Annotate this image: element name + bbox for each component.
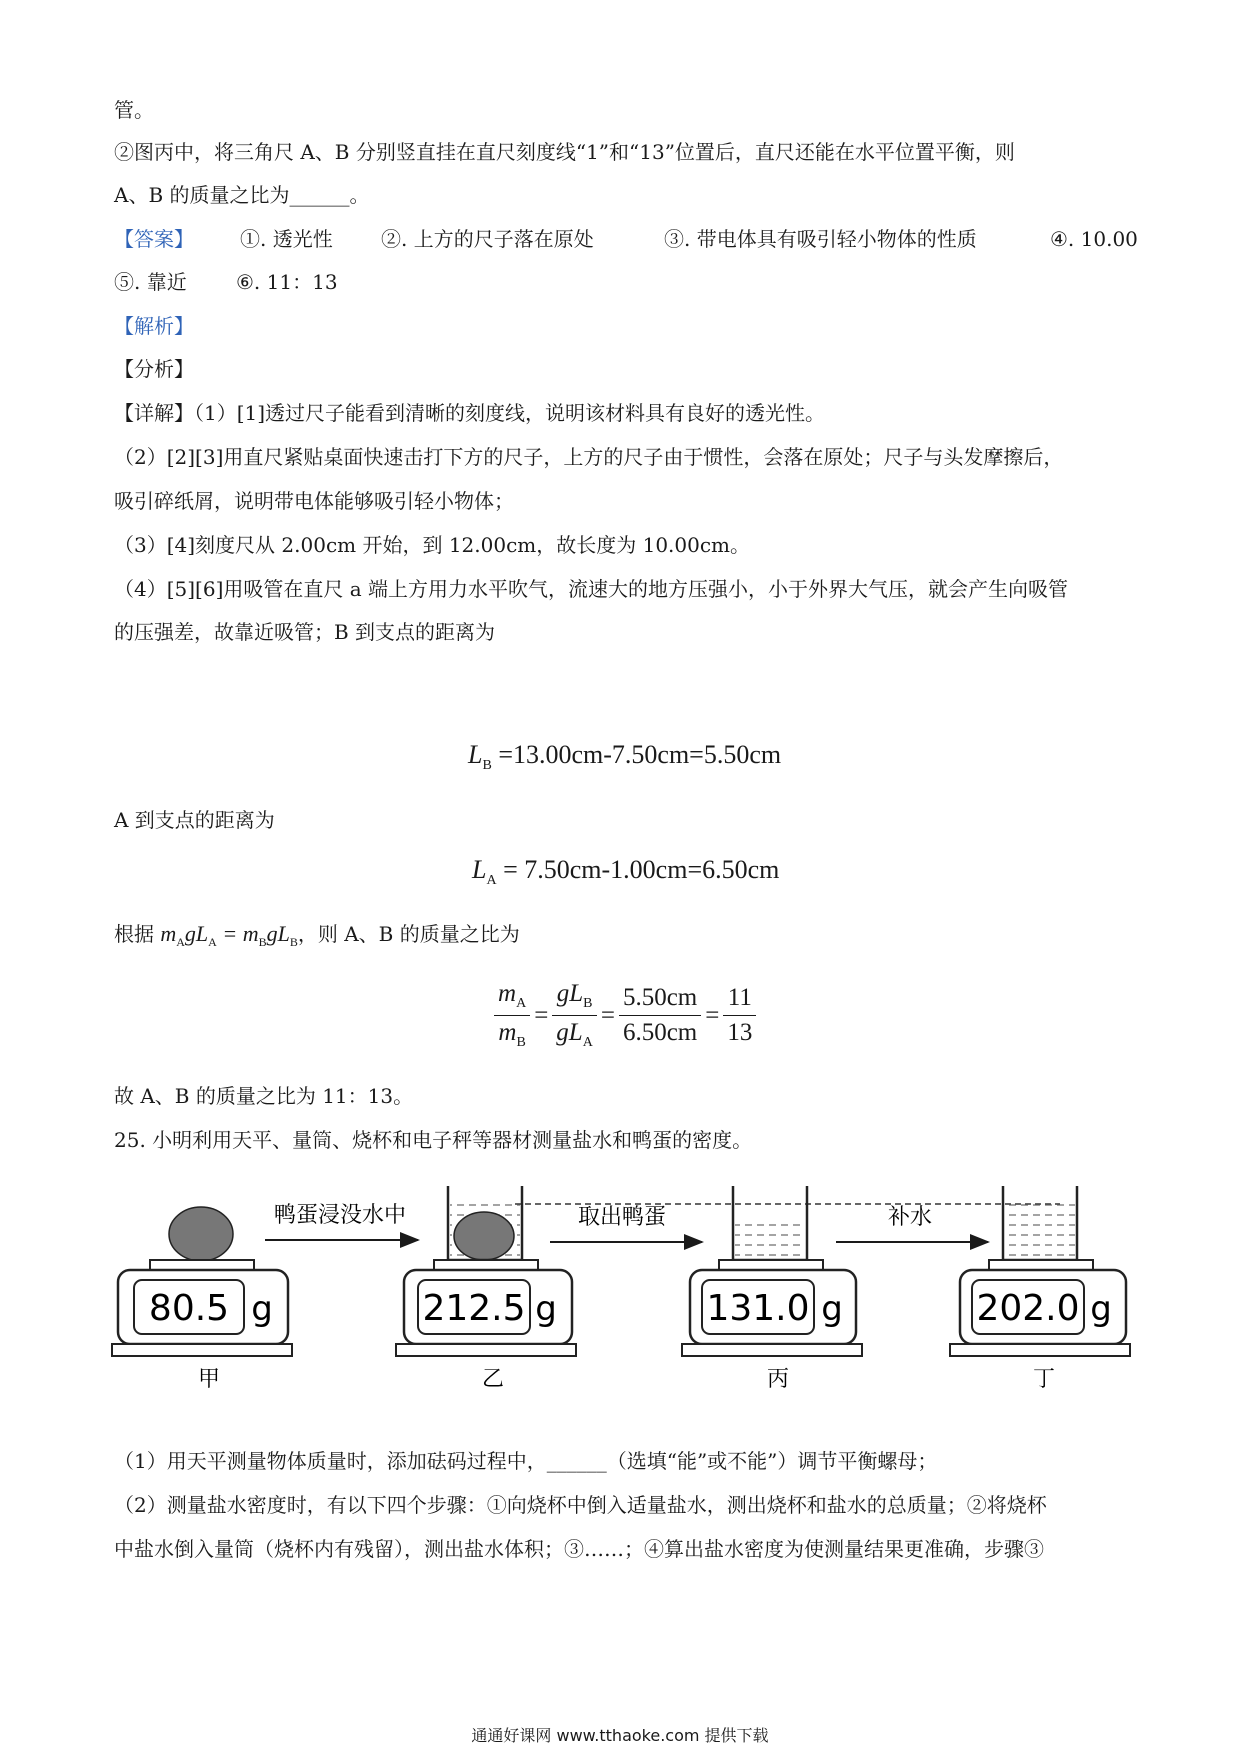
scale-reading: 202.0 (976, 1288, 1080, 1329)
text-line: （3）[4]刻度尺从 2.00cm 开始，到 12.00cm，故长度为 10.00cm。 (114, 533, 751, 557)
text-line: 故 A、B 的质量之比为 11：13。 (114, 1084, 414, 1108)
formula-lb-rhs: =13.00cm-7.50cm=5.50cm (498, 740, 782, 769)
formula-la-rhs: = 7.50cm-1.00cm=6.50cm (503, 855, 780, 884)
detail-label: 【详解】 (114, 401, 194, 425)
fenxi-label: 【分析】 (114, 357, 194, 381)
duck-egg (169, 1207, 233, 1261)
answer-item: ③. 带电体具有吸引轻小物体的性质 (664, 227, 977, 251)
question-25-2: （2）测量盐水密度时，有以下四个步骤：①向烧杯中倒入适量盐水，测出烧杯和盐水的总质量；②将烧杯 (114, 1493, 1047, 1517)
arrow-label: 鸭蛋浸没水中 (273, 1203, 407, 1228)
text-line: （2）[2][3]用直尺紧贴桌面快速击打下方的尺子，上方的尺子由于惯性，会落在原处；尺子与头发摩擦后， (114, 445, 1064, 469)
text-line: 的压强差，故靠近吸管；B 到支点的距离为 (114, 620, 496, 644)
balance-equation: $m_AgL_A = m_BgL_B$ (160, 921, 298, 949)
arrow-label: 补水 (887, 1205, 933, 1230)
answer-item: ②. 上方的尺子落在原处 (381, 227, 594, 251)
text-line: 管。 (114, 98, 154, 122)
answer-item: ⑤. 靠近 (114, 270, 187, 294)
text-line: （4）[5][6]用吸管在直尺 a 端上方用力水平吹气，流速大的地方压强小，小于外界大气压，就会产生向吸管 (114, 577, 1069, 601)
genju-text: 根据 (114, 922, 154, 946)
frac-result: $\frac{11}{13}$ (723, 984, 756, 1047)
genju-tail: ，则 A、B 的质量之比为 (297, 922, 520, 946)
frac-m: $\frac{m_A}{m_B}$ (494, 980, 530, 1051)
experiment-figure (0, 1160, 1240, 1400)
arrow-label: 取出鸭蛋 (577, 1205, 667, 1230)
page-footer: 通通好课网 www.tthaoke.com 提供下载 (471, 1726, 769, 1745)
duck-egg (454, 1212, 514, 1260)
answer-item: ①. 透光性 (240, 227, 333, 251)
text-line: ②图丙中，将三角尺 A、B 分别竖直挂在直尺刻度线“1”和“13”位置后，直尺还能在水平位置平衡，则 (114, 140, 1015, 164)
question-25: 25. 小明利用天平、量筒、烧杯和电子秤等器材测量盐水和鸭蛋的密度。 (114, 1128, 753, 1152)
scale-unit: g (1090, 1289, 1112, 1329)
text-line: 吸引碎纸屑，说明带电体能够吸引轻小物体； (114, 489, 514, 513)
scale-unit: g (251, 1289, 273, 1329)
frac-values: $\frac{5.50cm}{6.50cm}$ (619, 984, 701, 1047)
detail-text: （1）[1]透过尺子能看到清晰的刻度线，说明该材料具有良好的透光性。 (194, 401, 826, 425)
genju-line (114, 922, 520, 954)
scale-bing (682, 1186, 862, 1392)
text-line: A 到支点的距离为 (114, 808, 275, 832)
water (735, 1222, 805, 1260)
scale-label: 丁 (1032, 1367, 1056, 1392)
formula-lb: $L_B =13.00cm-7.50cm=5.50cm$ (468, 740, 782, 773)
scale-label: 甲 (197, 1367, 221, 1392)
water (1005, 1204, 1075, 1260)
detail-line (114, 401, 825, 425)
formula-la: $L_A = 7.50cm-1.00cm=6.50cm$ (472, 855, 780, 888)
answer-label: 【答案】 (114, 227, 194, 251)
scale-unit: g (821, 1289, 843, 1329)
mass-ratio-formula: $\frac{m_A}{m_B}$ = $\frac{gL_B}{gL_A}$ = $\frac{5.50cm}{6.50cm}$ = $\frac{11}{13}$ (492, 980, 758, 1051)
scale-reading: 131.0 (706, 1288, 810, 1329)
analysis-label: 【解析】 (114, 314, 194, 338)
scale-label: 丙 (766, 1367, 790, 1392)
frac-gl: $\frac{gL_B}{gL_A}$ (552, 980, 597, 1051)
text-line: A、B 的质量之比为______。 (114, 183, 370, 207)
scale-reading: 212.5 (422, 1288, 526, 1329)
scale-unit: g (535, 1289, 557, 1329)
scale-reading: 80.5 (148, 1288, 230, 1329)
answer-item: ④. 10.00 (1050, 227, 1138, 251)
question-25-2-cont: 中盐水倒入量筒（烧杯内有残留），测出盐水体积；③……；④算出盐水密度为使测量结果更准确，步骤③ (114, 1537, 1044, 1561)
answer-item: ⑥. 11：13 (236, 270, 338, 294)
scale-label: 乙 (481, 1367, 505, 1392)
scale-yi (396, 1186, 576, 1392)
question-25-1: （1）用天平测量物体质量时，添加砝码过程中，______（选填“能”或不能”）调节平衡螺母； (114, 1449, 938, 1473)
scale-jia (112, 1207, 292, 1392)
scale-ding (950, 1186, 1130, 1392)
